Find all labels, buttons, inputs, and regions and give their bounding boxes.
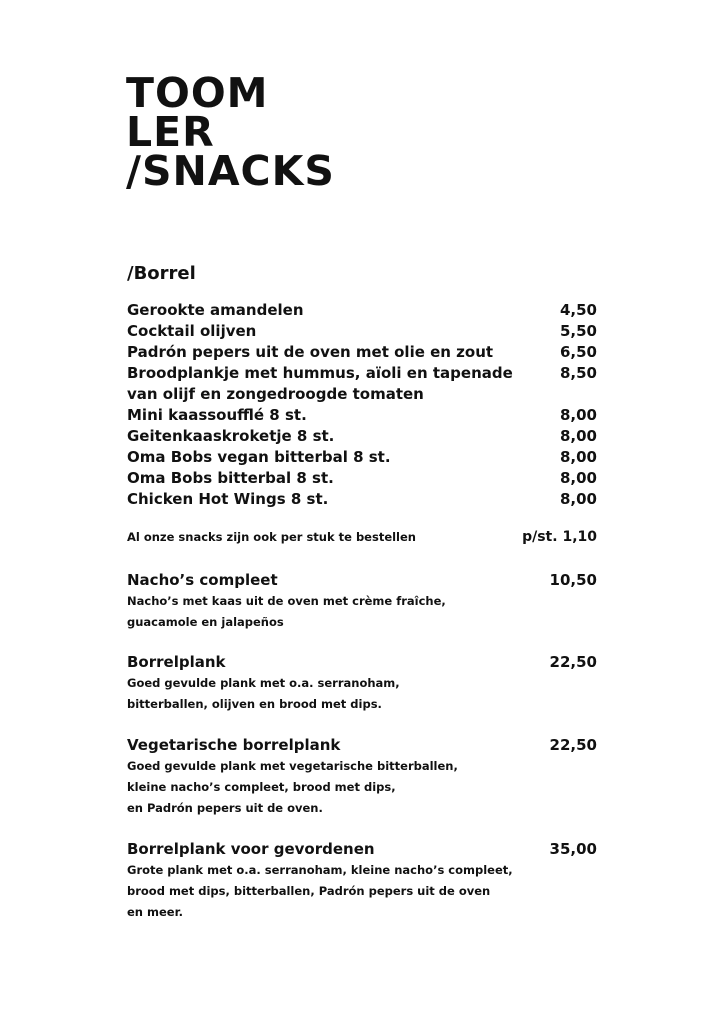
item-price: 8,00: [559, 448, 597, 466]
item-name: Oma Bobs vegan bitterbal 8 st.: [127, 448, 391, 466]
item-name: Gerookte amandelen: [127, 301, 304, 319]
item-description: guacamole en jalapeños: [127, 615, 284, 629]
item-description: en Padrón pepers uit de oven.: [127, 801, 323, 815]
item-price: 22,50: [549, 653, 597, 671]
logo: [126, 69, 335, 195]
menu-item: [127, 321, 597, 342]
note-price: p/st. 1,10: [522, 529, 597, 545]
item-name: Geitenkaaskroketje 8 st.: [127, 427, 335, 445]
menu-item: [127, 489, 597, 510]
item-price: 8,00: [559, 406, 597, 424]
menu-item: [127, 468, 597, 489]
platter-item: [127, 569, 597, 633]
item-description: Grote plank met o.a. serranoham, kleine nacho’s compleet,: [127, 863, 513, 877]
item-price: 10,50: [549, 571, 597, 589]
logo-line: /SNACKS: [126, 147, 335, 195]
item-description: bitterballen, olijven en brood met dips.: [127, 697, 382, 711]
item-description: kleine nacho’s compleet, brood met dips,: [127, 780, 396, 794]
item-name: Borrelplank: [127, 653, 226, 671]
item-description: en meer.: [127, 905, 183, 919]
item-name: Vegetarische borrelplank: [127, 736, 341, 754]
per-piece-note: [127, 529, 597, 545]
item-name: Nacho’s compleet: [127, 571, 278, 589]
item-description: Nacho’s met kaas uit de oven met crème fraîche,: [127, 594, 446, 608]
item-price: 35,00: [549, 840, 597, 858]
item-description: Goed gevulde plank met o.a. serranoham,: [127, 676, 400, 690]
item-description: brood met dips, bitterballen, Padrón pepers uit de oven: [127, 884, 491, 898]
section-title: /Borrel: [127, 263, 196, 284]
item-name-continuation: van olijf en zongedroogde tomaten: [127, 385, 424, 403]
menu-item: [127, 426, 597, 447]
item-description: Goed gevulde plank met vegetarische bitterballen,: [127, 759, 458, 773]
item-name: Mini kaassoufflé 8 st.: [127, 406, 307, 424]
item-name: Chicken Hot Wings 8 st.: [127, 490, 329, 508]
item-price: 8,00: [559, 490, 597, 508]
item-price: 22,50: [549, 736, 597, 754]
menu-item: [127, 447, 597, 468]
item-name: Cocktail olijven: [127, 322, 257, 340]
menu-item: [127, 405, 597, 426]
menu-item: [127, 342, 597, 363]
item-price: 5,50: [559, 322, 597, 340]
platter-item: [127, 734, 597, 819]
menu-item: [127, 363, 597, 384]
item-price: 4,50: [559, 301, 597, 319]
platter-item: [127, 838, 597, 923]
item-name: Broodplankje met hummus, aïoli en tapenade: [127, 364, 513, 382]
platter-item: [127, 651, 597, 715]
logo-line: LER: [126, 108, 215, 156]
item-price: 8,00: [559, 469, 597, 487]
item-name: Padrón pepers uit de oven met olie en zout: [127, 343, 494, 361]
item-price: 6,50: [559, 343, 597, 361]
item-price: 8,00: [559, 427, 597, 445]
logo-line: TOOM: [126, 69, 269, 117]
menu-item: [127, 300, 597, 321]
item-name: Borrelplank voor gevordenen: [127, 840, 375, 858]
item-name: Oma Bobs bitterbal 8 st.: [127, 469, 334, 487]
note-text: Al onze snacks zijn ook per stuk te bestellen: [127, 530, 416, 544]
borrel-list: [127, 300, 597, 510]
item-price: 8,50: [559, 364, 597, 382]
